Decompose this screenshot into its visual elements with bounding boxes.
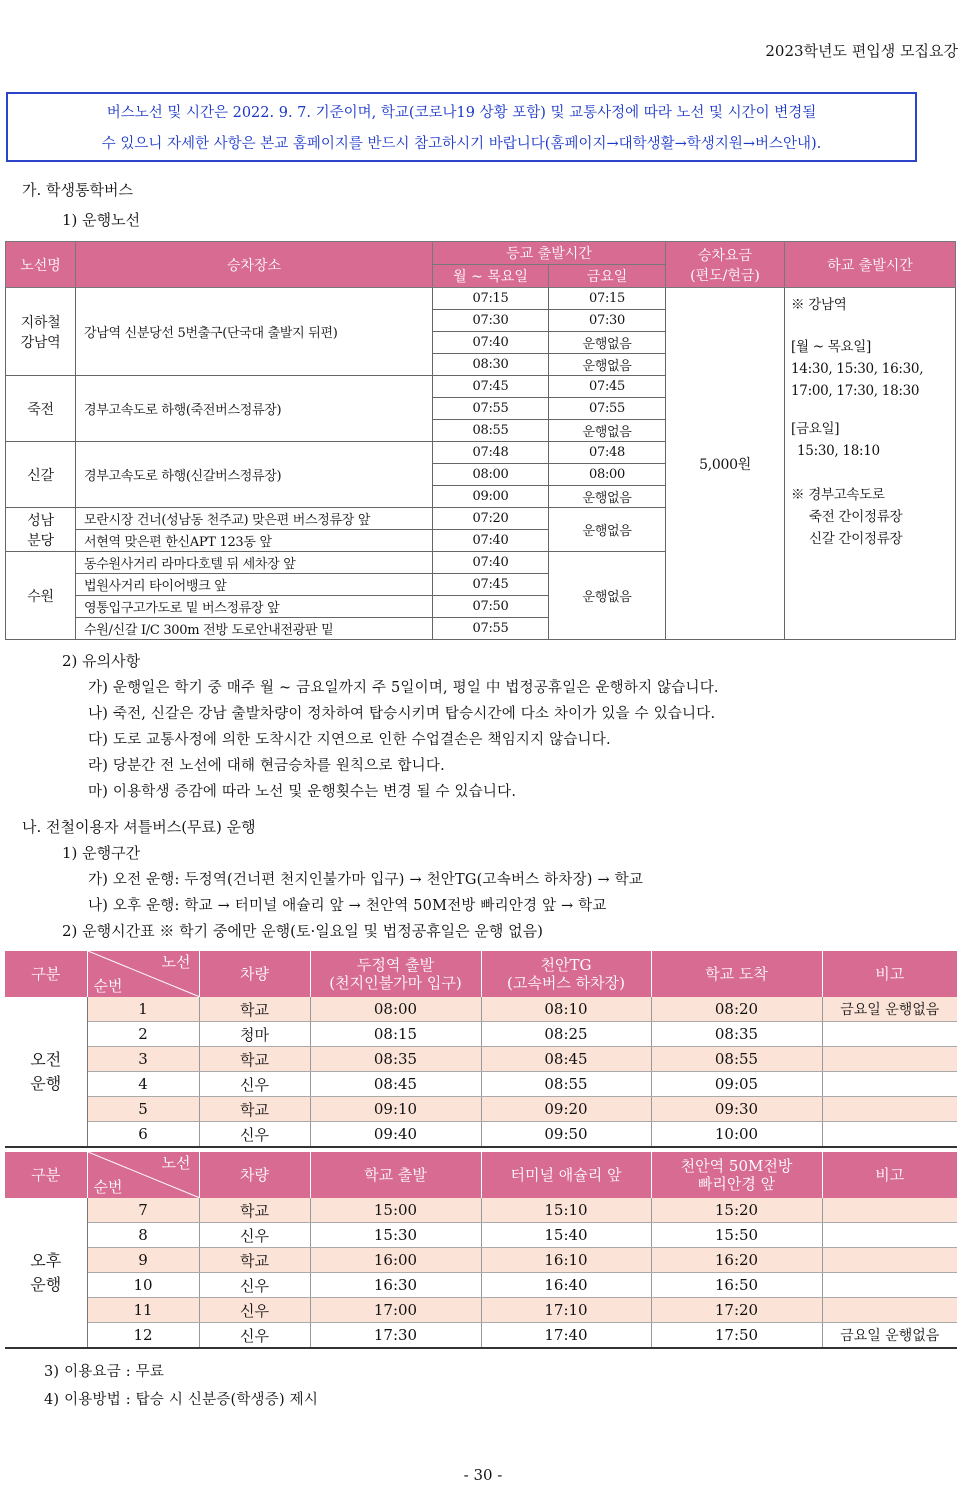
note-3: 다) 도로 교통사정에 의한 도착시간 지연으로 인한 수업결손은 책임지지 않습니다. [88, 732, 611, 748]
notice-line-2: 수 있으니 자세한 사항은 본교 홈페이지를 반드시 참고하시기 바랍니다(홈페이지→대학생활→학생지원→버스안내). [101, 136, 822, 152]
time-cell: 16:50 [651, 1273, 822, 1298]
schedule-row [5, 1022, 957, 1047]
section-a-sub1: 1) 운행노선 [62, 211, 141, 229]
note-cell: 금요일 운행없음 [822, 997, 957, 1022]
time-cell: 15:10 [481, 1198, 651, 1223]
stop-jukjeon: 경부고속도로 하행(죽전버스정류장) [76, 376, 433, 442]
stop-seongnam-2: 서현역 맞은편 한신APT 123동 앞 [76, 530, 433, 552]
time-cell: 09:10 [310, 1097, 481, 1122]
schedule-row [5, 1097, 957, 1122]
time-cell: 08:35 [651, 1022, 822, 1047]
time-cell: 07:15 [433, 288, 549, 310]
time-cell: 10:00 [651, 1122, 822, 1148]
th-note: 비고 [822, 1152, 957, 1198]
th-school-arrive: 학교 도착 [651, 951, 822, 997]
stop-suwon-1: 동수원사거리 라마다호텔 뒤 세차장 앞 [76, 552, 433, 574]
th-route-seq: 노선 순번 [87, 1152, 199, 1198]
time-cell: 09:05 [651, 1072, 822, 1097]
time-cell: 08:35 [310, 1047, 481, 1072]
schedule-row [5, 1248, 957, 1273]
stop-suwon-2: 법원사거리 타이어뱅크 앞 [76, 574, 433, 596]
return-times-note: ※ 강남역 [월 ~ 목요일] 14:30, 15:30, 16:30, 17:00, 17:30, 18:30 [금요일] 15:30, 18:10 ※ 경부고속도로 죽전 간이정류장 신갈 간이정류장 [785, 288, 956, 640]
time-cell: 07:20 [433, 508, 549, 530]
fee-text: 3) 이용요금 : 무료 [44, 1364, 165, 1380]
stop-singal: 경부고속도로 하행(신갈버스정류장) [76, 442, 433, 508]
schedule-row [5, 1223, 957, 1248]
time-cell: 17:10 [481, 1298, 651, 1323]
shuttle-am-table [5, 951, 957, 1148]
time-cell: 08:00 [310, 997, 481, 1022]
time-cell: 17:20 [651, 1298, 822, 1323]
time-cell: 15:00 [310, 1198, 481, 1223]
time-cell: 운행없음 [549, 486, 666, 508]
time-cell: 07:40 [433, 530, 549, 552]
time-cell: 07:55 [549, 398, 666, 420]
section-a-sub2: 2) 유의사항 [62, 652, 141, 670]
seq-cell: 9 [87, 1248, 199, 1273]
time-cell: 08:25 [481, 1022, 651, 1047]
route-suwon: 수원 [6, 552, 76, 640]
th-school-depart: 학교 출발 [310, 1152, 481, 1198]
notice-line-1: 버스노선 및 시간은 2022. 9. 7. 기준이며, 학교(코로나19 상황 포함) 및 교통사정에 따라 노선 및 시간이 변경될 [106, 105, 817, 121]
seq-cell: 10 [87, 1273, 199, 1298]
seq-cell: 5 [87, 1097, 199, 1122]
route-gangnam: 지하철 강남역 [6, 288, 76, 376]
vehicle-cell: 학교 [199, 1198, 310, 1223]
note-5: 마) 이용학생 증감에 따라 노선 및 운행횟수는 변경 될 수 있습니다. [88, 784, 517, 800]
time-cell: 08:20 [651, 997, 822, 1022]
schedule-row [5, 1072, 957, 1097]
th-note: 비고 [822, 951, 957, 997]
time-cell: 운행없음 [549, 354, 666, 376]
th-cheonan-station: 천안역 50M전방 빠리안경 앞 [651, 1152, 822, 1198]
route-jukjeon: 죽전 [6, 376, 76, 442]
time-cell: 07:45 [549, 376, 666, 398]
time-cell: 08:00 [549, 464, 666, 486]
time-cell: 08:00 [433, 464, 549, 486]
th-fri: 금요일 [549, 265, 666, 288]
section-b-title: 나. 전철이용자 셔틀버스(무료) 운행 [22, 818, 256, 836]
shuttle-pm-table [5, 1152, 957, 1349]
notice-box [6, 92, 917, 162]
schedule-row [5, 1273, 957, 1298]
section-b-sub1: 1) 운행구간 [62, 844, 141, 862]
seq-cell: 1 [87, 997, 199, 1022]
time-cell: 16:40 [481, 1273, 651, 1298]
note-2: 나) 죽전, 신갈은 강남 출발차량이 정차하여 탑승시키며 탑승시간에 다소 차이가 있을 수 있습니다. [88, 706, 716, 722]
schedule-row [5, 1198, 957, 1223]
vehicle-cell: 신우 [199, 1122, 310, 1148]
th-terminal: 터미널 애슐리 앞 [481, 1152, 651, 1198]
time-cell: 08:45 [310, 1072, 481, 1097]
time-cell: 07:30 [433, 310, 549, 332]
time-cell: 07:30 [549, 310, 666, 332]
note-cell [822, 1298, 957, 1323]
time-cell: 09:50 [481, 1122, 651, 1148]
section-a-title: 가. 학생통학버스 [22, 181, 133, 199]
stop-suwon-3: 영통입구고가도로 밑 버스정류장 앞 [76, 596, 433, 618]
th-route-seq: 노선 순번 [87, 951, 199, 997]
note-cell [822, 1273, 957, 1298]
note-cell [822, 1248, 957, 1273]
vehicle-cell: 학교 [199, 997, 310, 1022]
page-number: - 30 - [463, 1466, 503, 1484]
time-cell: 07:55 [433, 398, 549, 420]
vehicle-cell: 신우 [199, 1273, 310, 1298]
th-dujeong: 두정역 출발 (천지인불가마 입구) [310, 951, 481, 997]
time-cell: 09:20 [481, 1097, 651, 1122]
time-cell: 07:55 [433, 618, 549, 640]
vehicle-cell: 청마 [199, 1022, 310, 1047]
time-cell: 16:20 [651, 1248, 822, 1273]
th-route: 노선명 [6, 242, 76, 288]
note-cell [822, 1097, 957, 1122]
time-cell: 운행없음 [549, 552, 666, 640]
time-cell: 08:55 [433, 420, 549, 442]
note-cell [822, 1122, 957, 1148]
time-cell: 07:48 [549, 442, 666, 464]
route-pm-text: 나) 오후 운행: 학교 → 터미널 애슐리 앞 → 천안역 50M전방 빠리안경 앞 → 학교 [88, 898, 607, 914]
th-fare: 승차요금 (편도/현금) [666, 242, 785, 288]
schedule-row [5, 1323, 957, 1349]
vehicle-cell: 학교 [199, 1097, 310, 1122]
th-mon-thu: 월 ~ 목요일 [433, 265, 549, 288]
th-return: 하교 출발시간 [785, 242, 956, 288]
note-1: 가) 운행일은 학기 중 매주 월 ~ 금요일까지 주 5일이며, 평일 中 법정공휴일은 운행하지 않습니다. [88, 680, 719, 696]
fare-cell: 5,000원 [666, 288, 785, 640]
route-am-text: 가) 오전 운행: 두정역(건너편 천지인불가마 입구) → 천안TG(고속버스 하차장) → 학교 [88, 872, 644, 888]
time-cell: 09:40 [310, 1122, 481, 1148]
seq-cell: 8 [87, 1223, 199, 1248]
note-cell [822, 1223, 957, 1248]
route-singal: 신갈 [6, 442, 76, 508]
time-cell: 07:48 [433, 442, 549, 464]
note-4: 라) 당분간 전 노선에 대해 현금승차를 원칙으로 합니다. [88, 758, 445, 774]
document-header-title: 2023학년도 편입생 모집요강 [765, 42, 958, 60]
th-stop: 승차장소 [76, 242, 433, 288]
vehicle-cell: 학교 [199, 1248, 310, 1273]
note-cell [822, 1047, 957, 1072]
time-cell: 운행없음 [549, 420, 666, 442]
time-cell: 07:45 [433, 574, 549, 596]
schedule-row [5, 1298, 957, 1323]
group-label: 오전 운행 [5, 997, 87, 1147]
time-cell: 16:00 [310, 1248, 481, 1273]
th-depart: 등교 출발시간 [433, 242, 666, 265]
th-group: 구분 [5, 951, 87, 997]
vehicle-cell: 신우 [199, 1298, 310, 1323]
time-cell: 16:10 [481, 1248, 651, 1273]
time-cell: 16:30 [310, 1273, 481, 1298]
time-cell: 15:50 [651, 1223, 822, 1248]
time-cell: 17:40 [481, 1323, 651, 1349]
note-cell: 금요일 운행없음 [822, 1323, 957, 1349]
time-cell: 운행없음 [549, 508, 666, 552]
schedule-row [5, 997, 957, 1022]
stop-gangnam: 강남역 신분당선 5번출구(단국대 출발지 뒤편) [76, 288, 433, 376]
time-cell: 운행없음 [549, 332, 666, 354]
time-cell: 08:45 [481, 1047, 651, 1072]
time-cell: 08:55 [481, 1072, 651, 1097]
note-cell [822, 1022, 957, 1047]
time-cell: 08:55 [651, 1047, 822, 1072]
time-cell: 08:15 [310, 1022, 481, 1047]
seq-cell: 7 [87, 1198, 199, 1223]
time-cell: 08:30 [433, 354, 549, 376]
time-cell: 17:30 [310, 1323, 481, 1349]
th-cheonan-tg: 천안TG (고속버스 하차장) [481, 951, 651, 997]
section-b-sub2: 2) 운행시간표 ※ 학기 중에만 운행(토·일요일 및 법정공휴일은 운행 없음) [62, 922, 544, 940]
time-cell: 09:30 [651, 1097, 822, 1122]
time-cell: 07:40 [433, 552, 549, 574]
seq-cell: 4 [87, 1072, 199, 1097]
time-cell: 07:40 [433, 332, 549, 354]
commuter-bus-route-table [5, 241, 956, 640]
group-label: 오후 운행 [5, 1198, 87, 1348]
note-cell [822, 1072, 957, 1097]
time-cell: 07:45 [433, 376, 549, 398]
vehicle-cell: 신우 [199, 1223, 310, 1248]
time-cell: 15:30 [310, 1223, 481, 1248]
route-seongnam: 성남 분당 [6, 508, 76, 552]
note-cell [822, 1198, 957, 1223]
time-cell: 17:00 [310, 1298, 481, 1323]
schedule-row [5, 1122, 957, 1148]
time-cell: 09:00 [433, 486, 549, 508]
time-cell: 15:20 [651, 1198, 822, 1223]
seq-cell: 12 [87, 1323, 199, 1349]
time-cell: 07:15 [549, 288, 666, 310]
stop-suwon-4: 수원/신갈 I/C 300m 전방 도로안내전광판 밑 [76, 618, 433, 640]
vehicle-cell: 신우 [199, 1323, 310, 1349]
th-vehicle: 차량 [199, 1152, 310, 1198]
seq-cell: 11 [87, 1298, 199, 1323]
th-vehicle: 차량 [199, 951, 310, 997]
vehicle-cell: 신우 [199, 1072, 310, 1097]
stop-seongnam-1: 모란시장 건너(성남동 천주교) 맞은편 버스정류장 앞 [76, 508, 433, 530]
seq-cell: 6 [87, 1122, 199, 1148]
time-cell: 07:50 [433, 596, 549, 618]
seq-cell: 3 [87, 1047, 199, 1072]
time-cell: 08:10 [481, 997, 651, 1022]
schedule-row [5, 1047, 957, 1072]
time-cell: 15:40 [481, 1223, 651, 1248]
vehicle-cell: 학교 [199, 1047, 310, 1072]
th-group: 구분 [5, 1152, 87, 1198]
seq-cell: 2 [87, 1022, 199, 1047]
time-cell: 17:50 [651, 1323, 822, 1349]
usage-method-text: 4) 이용방법 : 탑승 시 신분증(학생증) 제시 [44, 1392, 319, 1408]
